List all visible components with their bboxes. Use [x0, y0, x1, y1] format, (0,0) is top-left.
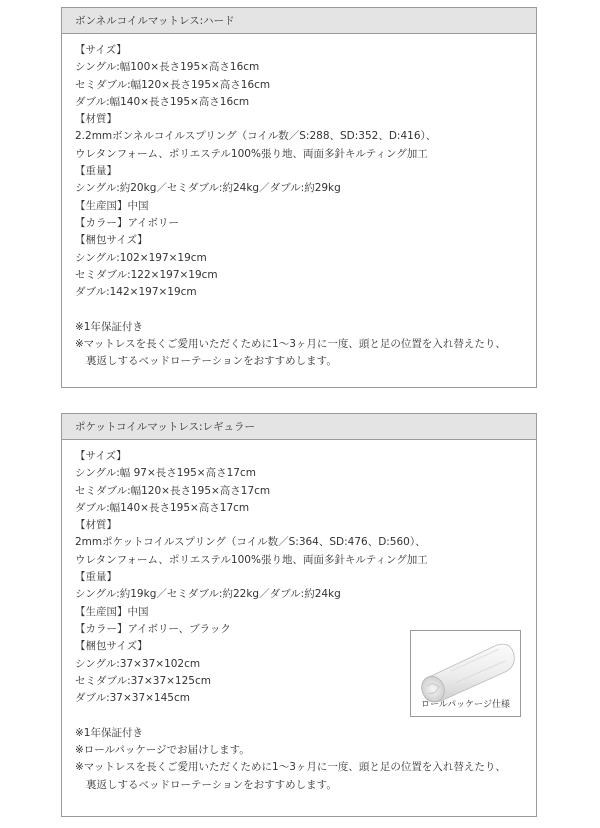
spec-line: シングル:幅 97×長さ195×高さ17cm: [75, 467, 256, 480]
spec-line: ウレタンフォーム、ポリエステル100%張り地、両面多針キルティング加工: [75, 553, 428, 566]
spec-line: 【重量】: [75, 165, 117, 178]
spec-line: セミダブル:122×197×19cm: [75, 268, 218, 281]
spec-line: 【梱包サイズ】: [75, 234, 148, 247]
spacer: [75, 301, 536, 318]
package-caption: ロールパッケージ仕様: [420, 700, 510, 710]
spec-line: 【サイズ】: [75, 44, 127, 56]
note-line: ※ロールパッケージでお届けします。: [75, 744, 250, 757]
note-line: ※マットレスを長くご愛用いただくために1〜3ヶ月に一度、頭と足の位置を入れ替えたり、: [75, 338, 506, 351]
spec-line: シングル:37×37×102cm: [75, 657, 201, 670]
spec-body-bonnell: [62, 34, 536, 371]
spec-line: セミダブル:幅120×長さ195×高さ17cm: [75, 484, 271, 497]
note-line: 裏返しするベッドローテーションをおすすめします。: [86, 355, 337, 368]
spec-box-pocket: [61, 413, 537, 817]
spec-line: 【サイズ】: [75, 450, 127, 462]
spec-line: 【カラー】アイボリー、ブラック: [75, 622, 231, 635]
spec-body-pocket: [62, 440, 536, 794]
spec-line: 【カラー】アイボリー: [75, 216, 180, 229]
note-line: ※マットレスを長くご愛用いただくために1〜3ヶ月に一度、頭と足の位置を入れ替えたり、: [75, 761, 506, 774]
spec-line: シングル:約19kg／セミダブル:約22kg／ダブル:約24kg: [75, 588, 341, 601]
spec-line: 【梱包サイズ】: [75, 640, 148, 653]
spec-header-bonnell: ボンネルコイルマットレス:ハード: [62, 8, 536, 34]
spec-line: 【材質】: [75, 113, 117, 126]
spec-line: ウレタンフォーム、ポリエステル100%張り地、両面多針キルティング加工: [75, 147, 428, 160]
spec-line: 【生産国】中国: [75, 605, 149, 618]
spec-line: シングル:102×197×19cm: [75, 251, 207, 264]
spec-line: ダブル:37×37×145cm: [75, 692, 190, 705]
spec-box-bonnell: [61, 7, 537, 388]
spec-line: ダブル:142×197×19cm: [75, 286, 197, 299]
spec-line: 【重量】: [75, 571, 117, 584]
spec-line: セミダブル:幅120×長さ195×高さ16cm: [75, 78, 271, 91]
spec-line: ダブル:幅140×長さ195×高さ17cm: [75, 501, 250, 514]
spec-line: 【生産国】中国: [75, 199, 149, 212]
spec-line: 2.2mmボンネルコイルスプリング（コイル数／S:288、SD:352、D:416）、: [75, 130, 437, 143]
spec-line: 【材質】: [75, 519, 117, 532]
spec-line: シングル:約20kg／セミダブル:約24kg／ダブル:約29kg: [75, 182, 341, 195]
note-line: ※1年保証付き: [75, 726, 143, 739]
roll-package-image: [410, 630, 521, 717]
spec-line: シングル:幅100×長さ195×高さ16cm: [75, 61, 260, 74]
note-line: ※1年保証付き: [75, 320, 143, 333]
spec-line: ダブル:幅140×長さ195×高さ16cm: [75, 95, 250, 108]
spec-line: セミダブル:37×37×125cm: [75, 674, 211, 687]
spec-line: 2mmポケットコイルスプリング（コイル数／S:364、SD:476、D:560）、: [75, 536, 426, 549]
spec-header-pocket: ポケットコイルマットレス:レギュラー: [62, 414, 536, 440]
note-line: 裏返しするベッドローテーションをおすすめします。: [86, 778, 337, 791]
